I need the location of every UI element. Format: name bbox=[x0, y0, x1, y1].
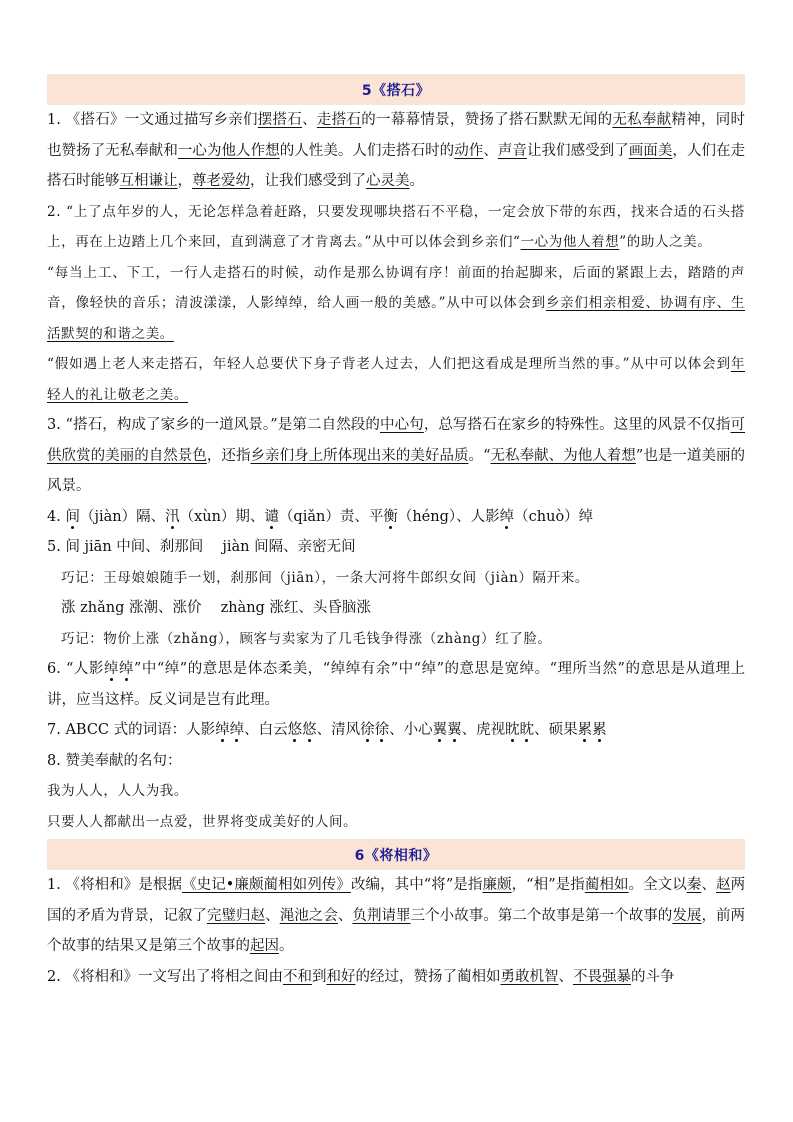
paragraph bbox=[47, 105, 745, 197]
emphasis-dot-char: 徐 bbox=[360, 722, 375, 738]
underlined-answer: 发展 bbox=[672, 907, 702, 924]
emphasis-dot-char: 绰 bbox=[215, 722, 230, 738]
text-segment: ，还指 bbox=[206, 447, 251, 464]
text-segment: 三个小故事。第二个故事是第一个故事的 bbox=[410, 907, 673, 924]
underlined-answer: 《史记•廉颇蔺相如列传》 bbox=[182, 877, 351, 893]
text-segment: 精神，同时也赞扬了无私奉献和 bbox=[47, 112, 746, 159]
section-5-title: 5《搭石》 bbox=[361, 82, 431, 99]
text-segment: （chuò）绰 bbox=[514, 508, 594, 525]
text-segment: ”也是一道美丽的风景。 bbox=[47, 447, 746, 494]
text-segment: ”的助人之美。 bbox=[619, 234, 712, 250]
text-segment: 1. 《将相和》是根据 bbox=[47, 877, 183, 893]
text-segment: 两国的矛盾为背景，记叙了 bbox=[47, 877, 746, 924]
underlined-answer: 廉颇 bbox=[482, 877, 512, 893]
emphasis-dot-char: 眈 bbox=[519, 722, 535, 738]
text-segment: （xùn）期、 bbox=[179, 508, 265, 525]
text-segment: 5. 间 jiān 中间、刹那间 jiàn 间隔、亲密无间 bbox=[47, 539, 356, 555]
text-segment: 、 bbox=[558, 968, 573, 985]
underlined-answer: 可供欣赏的美丽的自然景色 bbox=[47, 417, 746, 464]
text-segment: 7. ABCC 式的词语：人影 bbox=[47, 722, 216, 738]
underlined-answer: 负荆请罪 bbox=[352, 907, 411, 924]
emphasis-dot-char: 绰 bbox=[103, 661, 119, 677]
text-segment: 改编，其中“将”是指 bbox=[350, 877, 483, 893]
section-6-body bbox=[47, 870, 745, 992]
text-segment: ”中“绰”的意思是体态柔美，“绰绰有余”中“绰”的意思是宽绰。“理所当然”的意思是从道理上讲，应当这样。反义词是岂有此理。 bbox=[47, 661, 746, 708]
paragraph bbox=[47, 258, 745, 350]
text-segment: 4. bbox=[47, 508, 66, 525]
text-segment: ，“相”是指 bbox=[511, 877, 585, 893]
underlined-answer: 和好 bbox=[326, 968, 356, 985]
paragraph bbox=[47, 349, 745, 410]
text-segment: 3. “搭石，构成了家乡的一道风景。”是第二自然段的 bbox=[47, 417, 381, 433]
emphasis-dot-char: 绰 bbox=[499, 508, 515, 525]
underlined-answer: 摆搭石 bbox=[257, 112, 303, 128]
underlined-answer: 走搭石 bbox=[316, 112, 362, 128]
emphasis-dot-char: 间 bbox=[65, 508, 80, 525]
text-segment: 巧记：王母娘娘随手一划，刹那间（jiān），一条大河将牛郎织女间（jiàn）隔开来。 bbox=[61, 569, 589, 586]
paragraph bbox=[47, 197, 745, 258]
paragraph bbox=[47, 593, 745, 624]
text-segment: 、 bbox=[265, 907, 280, 924]
paragraph bbox=[47, 807, 745, 838]
underlined-answer: 动作 bbox=[454, 142, 484, 159]
paragraph bbox=[47, 654, 745, 715]
text-segment: （jiàn）隔、 bbox=[79, 508, 166, 525]
paragraph bbox=[47, 624, 745, 655]
text-segment: ，总写搭石在家乡的特殊性。这里的风景不仅指 bbox=[423, 417, 731, 433]
underlined-answer: 无私奉献、为他人着想 bbox=[490, 447, 636, 464]
text-segment: 8. 赞美奉献的名句： bbox=[47, 752, 182, 769]
text-segment: 、小心 bbox=[389, 722, 433, 738]
text-segment: 、清风 bbox=[316, 722, 361, 738]
paragraph bbox=[47, 410, 745, 502]
paragraph bbox=[47, 502, 745, 533]
emphasis-dot-char: 谴 bbox=[264, 508, 279, 525]
emphasis-dot-char: 累 bbox=[577, 722, 593, 738]
underlined-answer: 画面美 bbox=[628, 142, 673, 159]
text-segment: ，让我们感受到了 bbox=[250, 173, 366, 189]
underlined-answer: 无私奉献 bbox=[612, 112, 672, 128]
section-6-header bbox=[47, 839, 745, 870]
underlined-answer: 声音 bbox=[497, 142, 527, 159]
text-segment: 我为人人，人人为我。 bbox=[47, 783, 188, 799]
underlined-answer: 互相谦让 bbox=[119, 173, 178, 189]
underlined-answer: 一心为他人作想 bbox=[177, 142, 280, 159]
text-segment: 6. “人影 bbox=[47, 661, 104, 677]
paragraph bbox=[47, 962, 745, 993]
emphasis-dot-char: 翼 bbox=[447, 722, 462, 738]
text-segment: 只要人人都献出一点爱，世界将变成美好的人间。 bbox=[47, 813, 358, 830]
emphasis-dot-char: 翼 bbox=[432, 722, 448, 738]
text-segment: 。 bbox=[409, 173, 424, 189]
paragraph bbox=[47, 746, 745, 777]
underlined-answer: 心灵美 bbox=[366, 173, 410, 189]
emphasis-dot-char: 累 bbox=[592, 722, 607, 738]
underlined-answer: 不畏强暴 bbox=[572, 968, 631, 985]
underlined-answer: 勇敢机智 bbox=[500, 968, 559, 985]
underlined-answer: 赵 bbox=[715, 877, 731, 893]
emphasis-dot-char: 眈 bbox=[505, 722, 520, 738]
underlined-answer: 蔺相如 bbox=[584, 877, 629, 893]
underlined-answer: 年轻人的礼让敬老之美。 bbox=[47, 356, 745, 403]
text-segment: 、白云 bbox=[244, 722, 288, 738]
document-page bbox=[47, 74, 745, 992]
paragraph bbox=[47, 715, 745, 746]
emphasis-dot-char: 绰 bbox=[229, 722, 245, 738]
text-segment: 、 bbox=[337, 907, 353, 924]
text-segment: （héng）、人影 bbox=[397, 508, 500, 525]
text-segment: ， bbox=[177, 173, 192, 189]
text-segment: “每当上工、下工，一行人走搭石的时候，动作是那么协调有序！前面的抬起脚来，后面的紧跟上去，踏踏的声音，像轻快的音乐；清波漾漾，人影绰绰，给人画一般的美感。”从中可以体会到 bbox=[47, 264, 745, 311]
emphasis-dot-char: 衡 bbox=[383, 508, 398, 525]
text-segment: 2. “上了点年岁的人，无论怎样急着赶路，只要发现哪块搭石不平稳，一定会放下带的东西，找来合适的石头搭上，再在上边踏上几个来回，直到满意了才肯离去。”从中可以体会到乡亲们“ bbox=[47, 203, 745, 250]
underlined-answer: 乡亲们身上所体现出来的美好品质 bbox=[250, 447, 469, 464]
text-segment: ，人们在走搭石时能够 bbox=[47, 142, 746, 189]
text-segment: “假如遇上老人来走搭石，年轻人总要伏下身子背老人过去，人们把这看成是理所当然的事。”从中可以体会到 bbox=[47, 356, 731, 372]
emphasis-dot-char: 绰 bbox=[118, 661, 134, 677]
text-segment: 2. 《将相和》一文写出了将相之间由 bbox=[47, 968, 283, 985]
emphasis-dot-char: 徐 bbox=[374, 722, 390, 738]
emphasis-dot-char: 悠 bbox=[287, 722, 303, 738]
text-segment: 让我们感受到了 bbox=[526, 142, 629, 159]
underlined-answer: 秦 bbox=[686, 877, 702, 893]
paragraph bbox=[47, 870, 745, 962]
emphasis-dot-char: 汛 bbox=[165, 508, 180, 525]
underlined-answer: 乡亲们相亲相爱、协调有序、生活默契的和谐之美。 bbox=[47, 295, 745, 342]
text-segment: 。全文以 bbox=[628, 877, 687, 893]
text-segment: 1. 《搭石》一文通过描写乡亲们 bbox=[47, 112, 258, 128]
section-5-body bbox=[47, 105, 745, 837]
underlined-answer: 完璧归赵 bbox=[206, 907, 266, 924]
text-segment: 的经过，赞扬了蔺相如 bbox=[355, 968, 501, 985]
text-segment: 涨 zhǎng 涨潮、涨价 zhàng 涨红、头昏脑涨 bbox=[61, 600, 371, 616]
text-segment: 巧记：物价上涨（zhǎng），顾客与卖家为了几毛钱争得涨（zhàng）红了脸。 bbox=[61, 630, 552, 647]
underlined-answer: 渑池之会 bbox=[279, 907, 338, 924]
underlined-answer: 起因 bbox=[250, 938, 279, 954]
text-segment: 的斗争 bbox=[630, 968, 675, 985]
text-segment: 、 bbox=[302, 112, 317, 128]
underlined-answer: 不和 bbox=[282, 968, 312, 985]
underlined-answer: 中心句 bbox=[380, 417, 424, 433]
text-segment: （qiǎn）责、平 bbox=[278, 508, 384, 525]
text-segment: 、虎视 bbox=[461, 722, 506, 738]
underlined-answer: 尊老爱幼 bbox=[192, 173, 250, 189]
underlined-answer: 一心为他人着想 bbox=[520, 234, 620, 250]
paragraph bbox=[47, 563, 745, 594]
text-segment: ，前两个故事的结果又是第三个故事的 bbox=[47, 907, 746, 954]
text-segment: 。 bbox=[279, 938, 294, 954]
paragraph bbox=[47, 532, 745, 563]
paragraph bbox=[47, 776, 745, 807]
text-segment: 到 bbox=[311, 968, 327, 985]
text-segment: 、硕果 bbox=[534, 722, 578, 738]
section-5-header bbox=[47, 74, 745, 105]
section-6-title: 6《将相和》 bbox=[354, 847, 438, 864]
emphasis-dot-char: 悠 bbox=[302, 722, 317, 738]
text-segment: 。“ bbox=[468, 447, 491, 464]
text-segment: 的人性美。人们走搭石时的 bbox=[279, 142, 455, 159]
text-segment: 的一幕幕情景，赞扬了搭石默默无闻的 bbox=[361, 112, 613, 128]
text-segment: 、 bbox=[701, 877, 716, 893]
text-segment: 、 bbox=[483, 142, 498, 159]
